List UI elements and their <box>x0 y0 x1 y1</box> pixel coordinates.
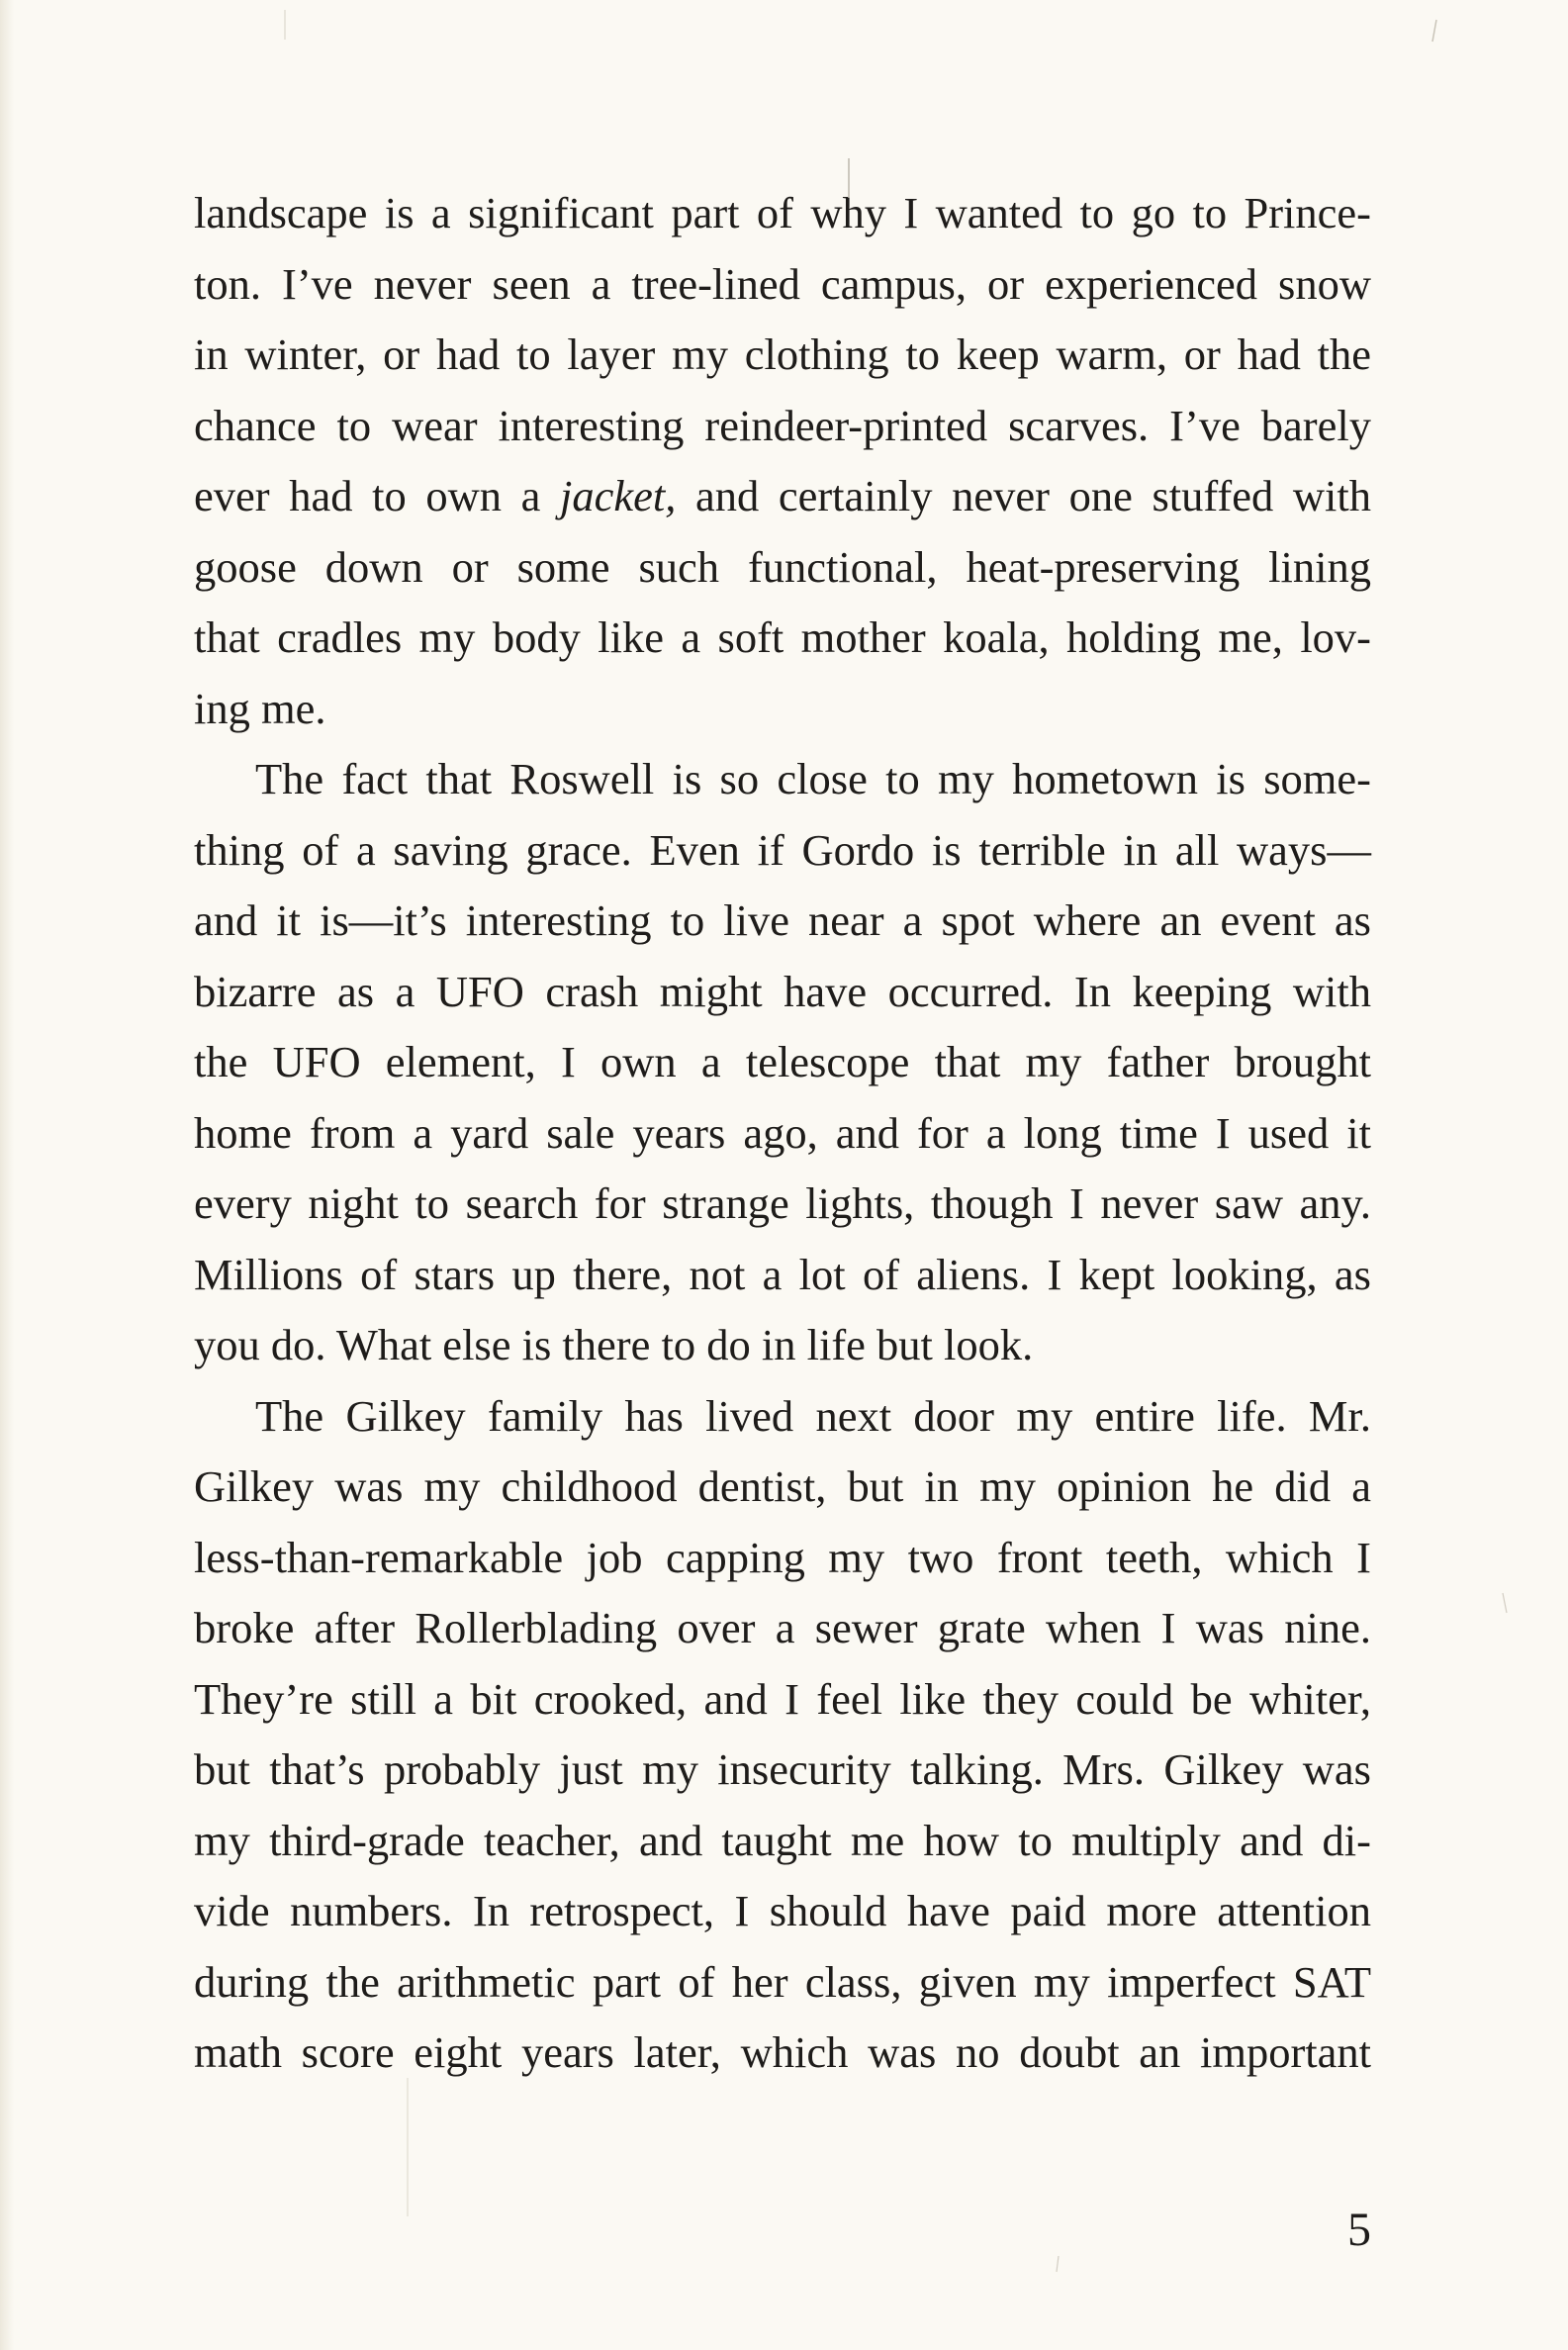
text-line: ing me. <box>194 683 326 733</box>
text-line: vide numbers. In retrospect, I should have paid more attention <box>194 1886 1371 1935</box>
text-line: that cradles my body like a soft mother koala, holding me, lov- <box>194 612 1371 662</box>
text-line: chance to wear interesting reindeer-printed scarves. I’ve barely <box>194 400 1371 450</box>
text-line: my third-grade teacher, and taught me how to multiply and di- <box>194 1815 1371 1865</box>
text-line: during the arithmetic part of her class, given my imperfect SAT <box>194 1956 1371 2007</box>
text-line: and it is—it’s interesting to live near a spot where an event as <box>194 895 1371 945</box>
gutter-shadow <box>0 0 14 2350</box>
text-line: They’re still a bit crooked, and I feel like they could be whiter, <box>194 1673 1371 1724</box>
text-line: bizarre as a UFO crash might have occurred. In keeping with <box>194 966 1371 1016</box>
paper-mark <box>1432 20 1436 42</box>
paragraph <box>194 1381 1371 2089</box>
text-line: Gilkey was my childhood dentist, but in my opinion he did a <box>194 1461 1371 1511</box>
paragraph <box>194 178 1371 744</box>
text-line: Millions of stars up there, not a lot of aliens. I kept looking, as <box>194 1249 1371 1299</box>
page-number: 5 <box>1347 2204 1371 2256</box>
text-line: in winter, or had to layer my clothing to keep warm, or had the <box>194 329 1371 379</box>
text-line: home from a yard sale years ago, and for a long time I used it <box>194 1107 1371 1158</box>
text-line: The fact that Roswell is so close to my hometown is some- <box>255 754 1371 803</box>
text-line: landscape is a significant part of why I wanted to go to Prince- <box>194 188 1371 237</box>
italic-word: jacket, <box>559 471 677 520</box>
text-line: The Gilkey family has lived next door my entire life. Mr. <box>255 1390 1371 1441</box>
text-line: ton. I’ve never seen a tree-lined campus, or experienced snow <box>194 258 1371 309</box>
text-line: but that’s probably just my insecurity talking. Mrs. Gilkey was <box>194 1744 1371 1794</box>
text-line: less-than-remarkable job capping my two front teeth, which I <box>194 1532 1371 1582</box>
text-line: broke after Rollerblading over a sewer grate when I was nine. <box>194 1603 1371 1652</box>
text-run: ever had to own a <box>194 471 560 520</box>
paper-mark <box>1057 2256 1059 2272</box>
body-text <box>194 178 1371 2089</box>
text-run: and certainly never one stuffed with <box>676 471 1371 520</box>
paper-mark <box>1503 1593 1507 1613</box>
text-line: math score eight years later, which was no doubt an important <box>194 2027 1371 2077</box>
text-line: the UFO element, I own a telescope that my father brought <box>194 1037 1371 1086</box>
text-line: every night to search for strange lights, though I never saw any. <box>194 1178 1371 1228</box>
text-line <box>194 461 1371 532</box>
text-line: you do. What else is there to do in life but look. <box>194 1320 1034 1369</box>
paragraph <box>194 744 1371 1381</box>
text-line: thing of a saving grace. Even if Gordo is terrible in all ways— <box>194 824 1371 875</box>
text-line: goose down or some such functional, heat-preserving lining <box>194 541 1371 592</box>
